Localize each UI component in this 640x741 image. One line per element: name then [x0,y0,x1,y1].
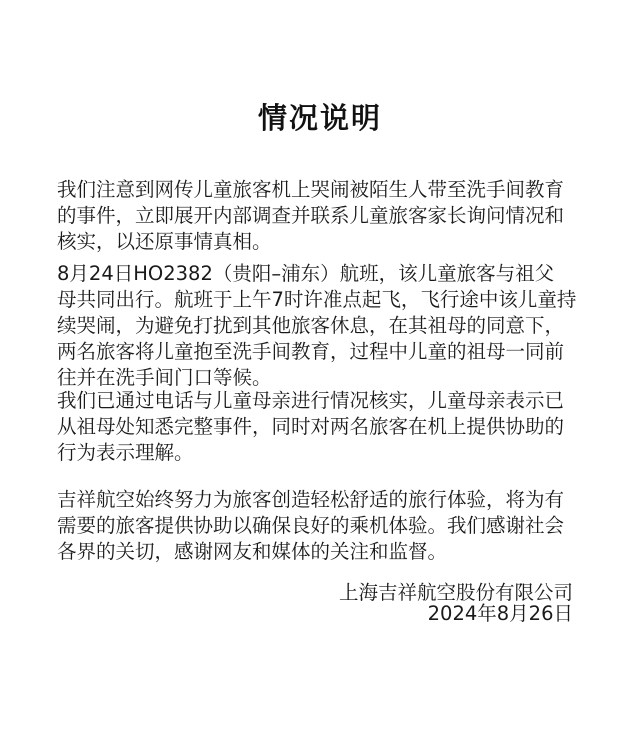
signature-date: 2024年8月26日 [427,602,573,625]
paragraph-line: 各界的关切，感谢网友和媒体的关注和监督。 [57,540,448,563]
paragraph-line: 我们已通过电话与儿童母亲进行情况核实，儿童母亲表示已 [57,389,565,412]
paragraph-line: 行为表示理解。 [57,441,194,464]
paragraph-line: 续哭闹，为避免打扰到其他旅客休息，在其祖母的同意下， [57,314,565,337]
paragraph-line: 8月24日HO2382（贵阳–浦东）航班，该儿童旅客与祖父 [57,262,555,285]
paragraph-line: 需要的旅客提供协助以确保良好的乘机体验。我们感谢社会 [57,514,565,537]
paragraph-line: 我们注意到网传儿童旅客机上哭闹被陌生人带至洗手间教育 [57,178,565,201]
paragraph-line: 从祖母处知悉完整事件，同时对两名旅客在机上提供协助的 [57,415,565,438]
paragraph-closing [57,487,583,565]
paragraph-line: 两名旅客将儿童抱至洗手间教育，过程中儿童的祖母一同前 [57,340,565,363]
paragraph-line: 吉祥航空始终努力为旅客创造轻松舒适的旅行体验，将为有 [57,488,565,511]
paragraph-line: 的事件，立即展开内部调查并联系儿童旅客家长询问情况和 [57,204,565,227]
document-title: 情况说明 [257,101,382,135]
paragraph-verification [57,388,583,466]
paragraph-line: 核实，以还原事情真相。 [57,230,272,253]
paragraph-flight-details [57,261,583,391]
paragraph-investigation [57,177,583,255]
paragraph-line: 母共同出行。航班于上午7时许准点起飞，飞行途中该儿童持 [57,288,577,311]
paragraph-line: 往并在洗手间门口等候。 [57,366,272,389]
signature-company: 上海吉祥航空股份有限公司 [338,581,573,604]
